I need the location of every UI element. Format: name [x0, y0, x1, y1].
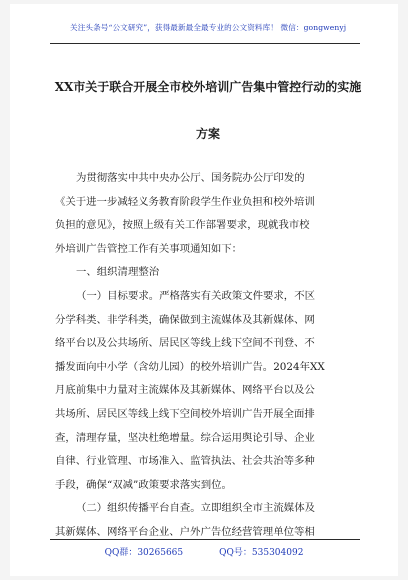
document-title-continued: 方案	[195, 127, 220, 141]
footer-qq: QQ号：535304092	[219, 548, 304, 558]
body-line: 负担的意见》，按照上级有关工作部署要求，现就我市校	[55, 219, 310, 232]
document-body	[55, 167, 365, 545]
body-line: 一、组织清理整治	[76, 266, 160, 279]
body-line: 为贯彻落实中共中央办公厅、国务院办公厅印发的	[76, 172, 305, 184]
document-page	[10, 4, 398, 576]
document-title: XX市关于联合开展全市校外培训广告集中管控行动的实施	[54, 80, 362, 94]
body-line: 查，清理存量，坚决杜绝增量。综合运用舆论引导、企业	[55, 431, 315, 444]
header-rule	[50, 43, 360, 44]
body-line: 分学科类、非学科类，确保做到主流媒体及其新媒体、网	[55, 313, 315, 326]
body-line: 共场所、居民区等线上线下空间校外培训广告开展全面排	[55, 407, 315, 420]
body-line: 播发面向中小学（含幼儿园）的校外培训广告。2024年XX	[55, 360, 325, 373]
body-line: （二）组织传播平台自查。立即组织全市主流媒体及	[76, 502, 315, 515]
footer-contact	[10, 545, 398, 558]
footer-rule	[50, 539, 360, 540]
footer-qq-group: QQ群：30265665	[104, 548, 184, 558]
body-line: 月底前集中力量对主流媒体及其新媒体、网络平台以及公	[55, 384, 315, 397]
body-line: 《关于进一步减轻义务教育阶段学生作业负担和校外培训	[55, 195, 315, 208]
body-line: （一）目标要求。严格落实有关政策文件要求，不区	[76, 289, 315, 302]
body-line: 手段，确保“双减”政策要求落实到位。	[55, 478, 232, 491]
body-line: 其新媒体、网络平台企业、户外广告位经营管理单位等相	[55, 525, 315, 538]
body-line: 自律、行业管理、市场准入、监管执法、社会共治等多种	[55, 455, 315, 468]
body-line: 外培训广告管控工作有关事项通知如下：	[55, 242, 243, 255]
header-banner: 关注头条号“公文研究”，获得最新最全最专业的公文资料库！ 微信：gongwenyj	[70, 23, 347, 32]
body-line: 络平台以及公共场所、居民区等线上线下空间不刊登、不	[55, 337, 315, 350]
